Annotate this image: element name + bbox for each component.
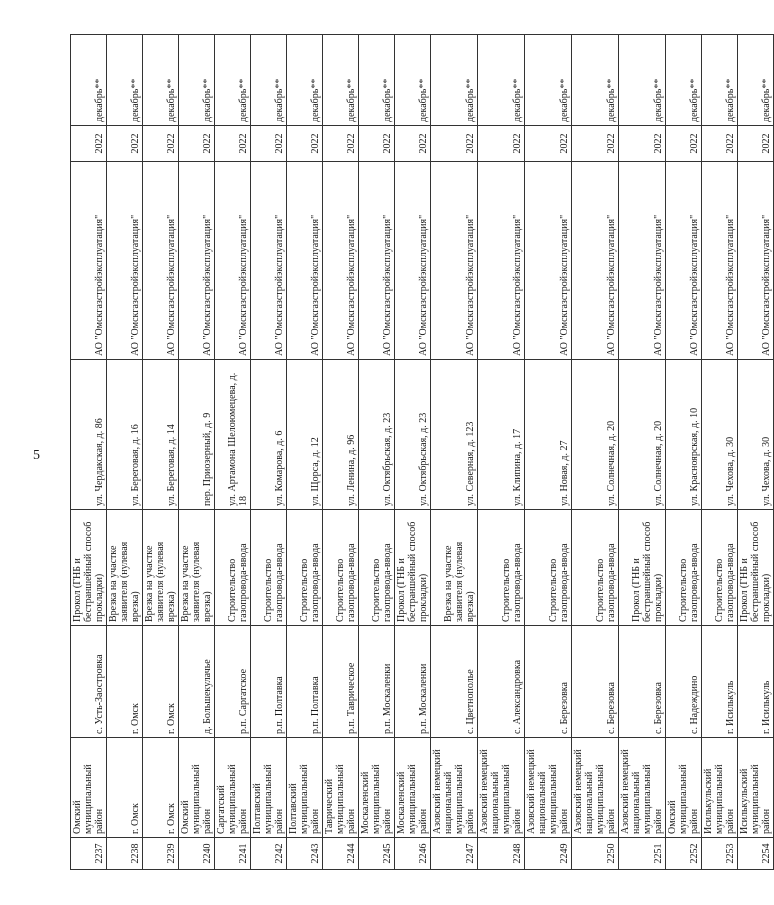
cell-work-type: Строительство газопровода-ввода (323, 510, 359, 626)
cell-work-type: Прокол (ГНБ и бестраншейный способ прокладки) (738, 510, 774, 626)
cell-work-type: Прокол (ГНБ и бестраншейный способ прокладки) (619, 510, 666, 626)
cell-locality: с. Надеждино (666, 626, 702, 738)
cell-work-type: Строительство газопровода-ввода (251, 510, 287, 626)
cell-organization: АО "Омскгазстройэксплуатация" (525, 162, 572, 360)
cell-month: декабрь** (702, 35, 738, 126)
cell-number: 2240 (179, 838, 215, 870)
gas-connection-table (70, 34, 774, 870)
cell-locality: с. Березовка (525, 626, 572, 738)
cell-work-type: Строительство газопровода-ввода (478, 510, 525, 626)
table-row (323, 35, 359, 870)
cell-work-type: Строительство газопровода-ввода (359, 510, 395, 626)
cell-year: 2022 (359, 126, 395, 162)
cell-locality: г. Омск (107, 626, 143, 738)
cell-organization: АО "Омскгазстройэксплуатация" (619, 162, 666, 360)
cell-locality: с. Цветнополье (431, 626, 478, 738)
cell-number: 2253 (702, 838, 738, 870)
cell-address: ул. Чехова, д. 30 (702, 360, 738, 510)
cell-organization: АО "Омскгазстройэксплуатация" (666, 162, 702, 360)
cell-month: декабрь** (323, 35, 359, 126)
cell-number: 2243 (287, 838, 323, 870)
cell-year: 2022 (431, 126, 478, 162)
table-row (107, 35, 143, 870)
cell-year: 2022 (395, 126, 431, 162)
table-row (251, 35, 287, 870)
cell-address: ул. Ленина, д. 96 (323, 360, 359, 510)
table-row (738, 35, 774, 870)
cell-work-type: Строительство газопровода-ввода (702, 510, 738, 626)
cell-organization: АО "Омскгазстройэксплуатация" (359, 162, 395, 360)
cell-work-type: Прокол (ГНБ и бестраншейный способ прокладки) (395, 510, 431, 626)
cell-locality: с. Березовка (572, 626, 619, 738)
cell-district: Азовский немецкий национальный муниципальный район (431, 738, 478, 838)
cell-address: ул. Артамона Шелоюмецева, д. 18 (215, 360, 251, 510)
cell-number: 2237 (71, 838, 107, 870)
cell-number: 2246 (395, 838, 431, 870)
cell-year: 2022 (666, 126, 702, 162)
cell-locality: р.п. Полтавка (287, 626, 323, 738)
cell-month: декабрь** (215, 35, 251, 126)
cell-month: декабрь** (619, 35, 666, 126)
table-body (71, 35, 774, 870)
cell-number: 2250 (572, 838, 619, 870)
cell-locality: г. Исилькуль (738, 626, 774, 738)
cell-locality: р.п. Москаленки (395, 626, 431, 738)
cell-address: ул. Комарова, д. 6 (251, 360, 287, 510)
cell-district: Саргатский муниципальный район (215, 738, 251, 838)
cell-work-type: Строительство газопровода-ввода (287, 510, 323, 626)
cell-locality: с. Усть-Заостровка (71, 626, 107, 738)
cell-year: 2022 (143, 126, 179, 162)
table-row (478, 35, 525, 870)
cell-address: ул. Щорса, д. 12 (287, 360, 323, 510)
cell-number: 2247 (431, 838, 478, 870)
table-row (143, 35, 179, 870)
cell-organization: АО "Омскгазстройэксплуатация" (738, 162, 774, 360)
cell-organization: АО "Омскгазстройэксплуатация" (702, 162, 738, 360)
cell-organization: АО "Омскгазстройэксплуатация" (431, 162, 478, 360)
cell-district: г. Омск (143, 738, 179, 838)
table-row (619, 35, 666, 870)
cell-year: 2022 (525, 126, 572, 162)
cell-district: Азовский немецкий национальный муниципальный район (478, 738, 525, 838)
cell-number: 2245 (359, 838, 395, 870)
cell-year: 2022 (287, 126, 323, 162)
table-row (179, 35, 215, 870)
cell-address: ул. Красноярская, д. 10 (666, 360, 702, 510)
cell-month: декабрь** (478, 35, 525, 126)
cell-year: 2022 (619, 126, 666, 162)
cell-organization: АО "Омскгазстройэксплуатация" (251, 162, 287, 360)
cell-organization: АО "Омскгазстройэксплуатация" (179, 162, 215, 360)
cell-month: декабрь** (738, 35, 774, 126)
cell-address: ул. Солнечная, д. 20 (619, 360, 666, 510)
cell-year: 2022 (107, 126, 143, 162)
cell-month: декабрь** (143, 35, 179, 126)
cell-district: г. Омск (107, 738, 143, 838)
cell-district: Омский муниципальный район (71, 738, 107, 838)
cell-year: 2022 (702, 126, 738, 162)
cell-number: 2249 (525, 838, 572, 870)
cell-work-type: Врезка на участке заявителя (нулевая врезка) (179, 510, 215, 626)
cell-work-type: Врезка на участке заявителя (нулевая врезка) (143, 510, 179, 626)
cell-number: 2248 (478, 838, 525, 870)
cell-district: Омский муниципальный район (666, 738, 702, 838)
cell-work-type: Врезка на участке заявителя (нулевая врезка) (431, 510, 478, 626)
cell-district: Полтавский муниципальный район (251, 738, 287, 838)
cell-district: Азовский немецкий национальный муниципальный район (525, 738, 572, 838)
cell-address: ул. Солнечная, д. 20 (572, 360, 619, 510)
cell-locality: с. Александровка (478, 626, 525, 738)
cell-address: ул. Чехова, д. 30 (738, 360, 774, 510)
cell-number: 2238 (107, 838, 143, 870)
table-row (525, 35, 572, 870)
cell-month: декабрь** (431, 35, 478, 126)
cell-district: Азовский немецкий национальный муниципальный район (572, 738, 619, 838)
cell-number: 2242 (251, 838, 287, 870)
cell-number: 2254 (738, 838, 774, 870)
cell-district: Полтавский муниципальный район (287, 738, 323, 838)
cell-organization: АО "Омскгазстройэксплуатация" (143, 162, 179, 360)
cell-number: 2251 (619, 838, 666, 870)
table-row (431, 35, 478, 870)
cell-address: ул. Октябрьская, д. 23 (359, 360, 395, 510)
cell-address: ул. Береговая, д. 16 (107, 360, 143, 510)
cell-district: Азовский немецкий национальный муниципальный район (619, 738, 666, 838)
cell-year: 2022 (572, 126, 619, 162)
cell-organization: АО "Омскгазстройэксплуатация" (287, 162, 323, 360)
cell-year: 2022 (478, 126, 525, 162)
cell-organization: АО "Омскгазстройэксплуатация" (107, 162, 143, 360)
cell-organization: АО "Омскгазстройэксплуатация" (395, 162, 431, 360)
cell-work-type: Прокол (ГНБ и бестраншейный способ прокладки) (71, 510, 107, 626)
cell-year: 2022 (323, 126, 359, 162)
cell-month: декабрь** (525, 35, 572, 126)
cell-month: декабрь** (71, 35, 107, 126)
cell-work-type: Строительство газопровода-ввода (525, 510, 572, 626)
table-row (359, 35, 395, 870)
cell-year: 2022 (71, 126, 107, 162)
table-row (666, 35, 702, 870)
table-row (215, 35, 251, 870)
cell-address: ул. Чердакская, д. 86 (71, 360, 107, 510)
cell-district: Омский муниципальный район (179, 738, 215, 838)
cell-address: ул. Новая, д. 27 (525, 360, 572, 510)
cell-locality: р.п. Полтавка (251, 626, 287, 738)
cell-district: Исилькульский муниципальный район (738, 738, 774, 838)
cell-locality: р.п. Таврическое (323, 626, 359, 738)
page-number: 5 (33, 448, 40, 463)
cell-number: 2241 (215, 838, 251, 870)
cell-address: ул. Северная, д. 123 (431, 360, 478, 510)
cell-locality: д. Большекулачье (179, 626, 215, 738)
cell-month: декабрь** (572, 35, 619, 126)
table-row (395, 35, 431, 870)
table-row (572, 35, 619, 870)
cell-month: декабрь** (107, 35, 143, 126)
cell-address: ул. Октябрьская, д. 23 (395, 360, 431, 510)
cell-locality: г. Исилькуль (702, 626, 738, 738)
cell-district: Москаленский муниципальный район (395, 738, 431, 838)
cell-organization: АО "Омскгазстройэксплуатация" (323, 162, 359, 360)
cell-number: 2244 (323, 838, 359, 870)
cell-organization: АО "Омскгазстройэксплуатация" (215, 162, 251, 360)
cell-organization: АО "Омскгазстройэксплуатация" (71, 162, 107, 360)
cell-month: декабрь** (395, 35, 431, 126)
cell-locality: р.п. Саргатское (215, 626, 251, 738)
cell-organization: АО "Омскгазстройэксплуатация" (572, 162, 619, 360)
cell-work-type: Врезка на участке заявителя (нулевая врезка) (107, 510, 143, 626)
cell-organization: АО "Омскгазстройэксплуатация" (478, 162, 525, 360)
cell-district: Таврический муниципальный район (323, 738, 359, 838)
table-row (71, 35, 107, 870)
table-row (287, 35, 323, 870)
cell-locality: р.п. Москаленки (359, 626, 395, 738)
cell-district: Исилькульский муниципальный район (702, 738, 738, 838)
cell-district: Москаленский муниципальный район (359, 738, 395, 838)
cell-number: 2239 (143, 838, 179, 870)
cell-work-type: Строительство газопровода-ввода (572, 510, 619, 626)
cell-address: ул. Клипина, д. 17 (478, 360, 525, 510)
cell-number: 2252 (666, 838, 702, 870)
cell-year: 2022 (179, 126, 215, 162)
cell-year: 2022 (251, 126, 287, 162)
cell-work-type: Строительство газопровода-ввода (215, 510, 251, 626)
cell-month: декабрь** (359, 35, 395, 126)
table-row (702, 35, 738, 870)
cell-year: 2022 (738, 126, 774, 162)
cell-work-type: Строительство газопровода-ввода (666, 510, 702, 626)
cell-month: декабрь** (287, 35, 323, 126)
cell-month: декабрь** (179, 35, 215, 126)
cell-month: декабрь** (251, 35, 287, 126)
cell-month: декабрь** (666, 35, 702, 126)
cell-locality: г. Омск (143, 626, 179, 738)
cell-address: ул. Береговая, д. 14 (143, 360, 179, 510)
rotated-table-container (70, 35, 772, 870)
cell-address: пер. Приозерный, д. 9 (179, 360, 215, 510)
cell-locality: с. Березовка (619, 626, 666, 738)
cell-year: 2022 (215, 126, 251, 162)
